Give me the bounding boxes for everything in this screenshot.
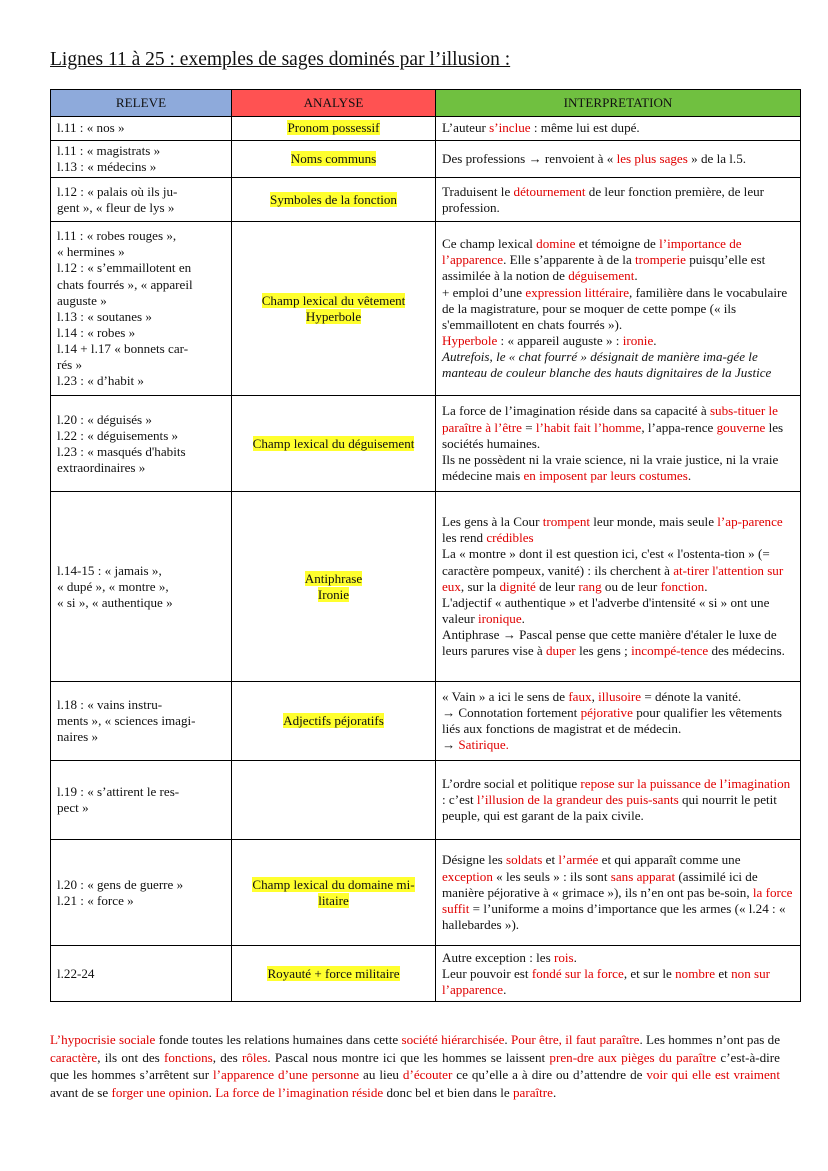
- text-run: .: [504, 1032, 511, 1047]
- text-run: les rend: [442, 530, 487, 546]
- interpretation-cell: [436, 396, 801, 492]
- highlighted-text: domine: [536, 236, 576, 252]
- table-row: [51, 117, 801, 141]
- releve-line: l.14 + l.17 « bonnets car-: [57, 340, 189, 356]
- text-run: Désigne les: [442, 852, 506, 868]
- highlighted-text: rois: [554, 949, 574, 965]
- highlighted-text: société hiérarchisée: [401, 1032, 505, 1047]
- table-row: [51, 178, 801, 222]
- interpretation-cell: [436, 946, 801, 1002]
- highlighted-text: duper: [545, 643, 576, 659]
- text-run: = dénote la vanité.: [641, 689, 742, 704]
- highlighted-text: faux: [568, 689, 592, 704]
- highlighted-text: La force de l’imagination réside: [215, 1084, 384, 1100]
- analyse-cell: [232, 222, 436, 396]
- releve-cell: [51, 222, 232, 396]
- highlighted-text: d’écouter: [402, 1067, 453, 1083]
- releve-line: l.14-15 : « jamais »,: [57, 562, 162, 578]
- highlighted-text: dignité: [499, 578, 536, 594]
- highlighted-text: l’importance de l’apparence: [442, 236, 742, 268]
- text-run: et qui apparaît comme une: [598, 852, 741, 868]
- table-row: [51, 682, 801, 761]
- highlighted-text: l’illusion de la grandeur des puis-sants: [476, 792, 679, 808]
- text-run: →: [442, 737, 459, 753]
- highlighted-text: gouverne: [716, 419, 766, 435]
- text-run: , des: [212, 1049, 242, 1065]
- highlighted-text: crédibles: [486, 530, 534, 546]
- text-run: . Les hommes n’ont pas de: [639, 1032, 781, 1047]
- analyse-cell: [232, 492, 436, 682]
- releve-line: l.13 : « soutanes »: [57, 308, 152, 324]
- text-run: =: [521, 419, 536, 435]
- highlighted-text: fonction: [660, 578, 705, 594]
- text-run: des médecins.: [708, 643, 785, 659]
- analyse-cell: [232, 682, 436, 761]
- releve-cell: [51, 761, 232, 840]
- releve-line: l.23 : « masqués d'habits: [57, 443, 186, 459]
- highlighted-text: nombre: [675, 965, 716, 981]
- releve-line: l.11 : « nos »: [57, 120, 125, 136]
- conclusion-paragraph: [50, 1031, 780, 1101]
- releve-line: l.12 : « palais où ils ju-: [57, 183, 178, 199]
- text-run: , sur la: [460, 578, 500, 594]
- highlighted-text: L’hypocrisie sociale: [50, 1032, 156, 1047]
- highlighted-text: la force suffit: [442, 884, 793, 916]
- releve-line: l.20 : « gens de guerre »: [57, 876, 184, 892]
- table-row: [51, 222, 801, 396]
- releve-line: l.21 : « force »: [57, 892, 134, 908]
- highlighted-text: subs-tituer le paraître à l’être: [442, 403, 778, 435]
- analyse-cell: [232, 761, 436, 840]
- interpretation-cell: [436, 117, 801, 141]
- highlighted-text: péjorative: [580, 705, 633, 721]
- analyse-label: Symboles de la fonction: [270, 191, 397, 207]
- text-run: les sociétés humaines.: [442, 419, 784, 451]
- releve-line: ments », « sciences imagi-: [57, 713, 196, 729]
- highlighted-text: sans apparat: [610, 868, 676, 884]
- releve-line: rés »: [57, 356, 83, 372]
- analyse-cell: [232, 141, 436, 178]
- releve-line: l.22-24: [57, 965, 95, 981]
- text-run: de leur fonction première, de leur profession.: [442, 183, 765, 215]
- releve-cell: [51, 141, 232, 178]
- text-run: avant de se: [50, 1084, 112, 1100]
- interpretation-cell: [436, 141, 801, 178]
- table-row: [51, 840, 801, 946]
- text-run: = l’uniforme a moins d’importance que les armes (« l.24 : « hallebardes »).: [442, 900, 786, 932]
- table-row: [51, 761, 801, 840]
- highlighted-text: l’ap-parence: [717, 514, 783, 530]
- text-run: ce qu’elle a à dire ou d’attendre de: [452, 1067, 647, 1083]
- header-analyse: ANALYSE: [232, 90, 436, 117]
- analyse-label: Champ lexical du vêtement: [261, 292, 406, 308]
- releve-line: chats fourrés », « appareil: [57, 276, 193, 292]
- text-run: (assimilé ici de manière péjorative à « grimace »), ils n’en ont pas be-soin,: [442, 868, 758, 900]
- text-run: « Vain » a ici le sens de: [442, 689, 569, 704]
- analyse-label: Royauté + force militaire: [267, 965, 400, 981]
- text-run: c’est-à-dire que les hommes s’arrêtent sur: [50, 1049, 780, 1083]
- releve-cell: [51, 117, 232, 141]
- releve-line: l.13 : « médecins »: [57, 159, 157, 175]
- releve-line: gent », « fleur de lys »: [57, 199, 175, 215]
- text-run: La « montre » dont il est question ici, c'est « l'ostenta-tion » (= caractère pompeux, vanité) : ils cherchent à: [442, 546, 770, 578]
- analyse-cell: [232, 178, 436, 222]
- releve-line: « hermines »: [57, 244, 125, 260]
- analyse-cell: [232, 117, 436, 141]
- text-run: . Pascal nous montre ici que les hommes se laissent: [267, 1049, 550, 1065]
- releve-line: l.20 : « déguisés »: [57, 411, 152, 427]
- releve-line: « dupé », « montre »,: [57, 578, 169, 594]
- releve-line: l.11 : « robes rouges »,: [57, 228, 177, 244]
- analyse-cell: [232, 946, 436, 1002]
- text-run: au lieu: [359, 1067, 403, 1083]
- text-run: : « appareil auguste » :: [497, 332, 623, 348]
- releve-line: extraordinaires »: [57, 459, 146, 475]
- highlighted-text: l’habit fait l’homme: [535, 419, 642, 435]
- text-run: les gens ;: [575, 643, 632, 659]
- highlighted-text: les plus sages: [616, 151, 688, 167]
- highlighted-text: fonctions: [164, 1049, 213, 1065]
- text-run: : c’est: [442, 792, 477, 808]
- highlighted-text: déguisement: [568, 268, 635, 284]
- highlighted-text: caractère: [50, 1049, 98, 1065]
- text-run: .: [704, 578, 708, 594]
- text-run: + emploi d’une: [442, 284, 526, 300]
- highlighted-text: Satirique.: [458, 737, 509, 753]
- highlighted-text: forger une opinion: [111, 1084, 209, 1100]
- analyse-label: Antiphrase: [304, 570, 363, 586]
- text-run: Leur pouvoir est: [442, 965, 532, 981]
- releve-line: l.12 : « s’emmaillotent en: [57, 260, 192, 276]
- text-run: puisqu’elle est assimilée à la notion de: [442, 252, 766, 284]
- releve-line: naires »: [57, 729, 99, 745]
- text-run: .: [634, 268, 638, 284]
- table-row: [51, 492, 801, 682]
- page-title: Lignes 11 à 25 : exemples de sages dominés par l’illusion :: [50, 49, 511, 70]
- highlighted-text: ironie: [622, 332, 654, 348]
- highlighted-text: Pour être, il faut paraître: [510, 1032, 640, 1047]
- table-row: [51, 946, 801, 1002]
- text-run: , et sur le: [623, 965, 676, 981]
- highlighted-text: rôles: [241, 1049, 268, 1065]
- highlighted-text: l’apparence d’une personne: [213, 1067, 360, 1083]
- highlighted-text: illusoire: [598, 689, 642, 704]
- highlighted-text: paraître: [513, 1084, 553, 1100]
- analyse-label: Pronom possessif: [287, 120, 380, 136]
- text-run: .: [521, 610, 525, 626]
- text-run: . Elle s’apparente à de la: [503, 252, 636, 268]
- analyse-label: Champ lexical du domaine mi-: [252, 876, 415, 892]
- header-interpretation: INTERPRETATION: [436, 90, 801, 117]
- highlighted-text: fondé sur la force: [531, 965, 624, 981]
- releve-cell: [51, 178, 232, 222]
- highlighted-text: tromperie: [635, 252, 686, 268]
- text-run: : même lui est dupé.: [530, 120, 640, 136]
- text-run: .: [573, 949, 577, 965]
- text-run: Des professions → renvoient à «: [442, 151, 617, 167]
- highlighted-text: exception: [442, 868, 493, 884]
- analyse-label: Noms communs: [290, 151, 377, 167]
- highlighted-text: expression littéraire: [525, 284, 630, 300]
- highlighted-text: Hyperbole: [442, 332, 498, 348]
- text-run: ou de leur: [601, 578, 661, 594]
- releve-cell: [51, 946, 232, 1002]
- analysis-table: [50, 89, 801, 1002]
- text-run: pour qualifier les vêtements liés aux fonctions de magistrat et de médecin.: [442, 705, 782, 737]
- table-header-row: [51, 90, 801, 117]
- releve-line: l.11 : « magistrats »: [57, 143, 161, 158]
- interpretation-cell: [436, 222, 801, 396]
- highlighted-text: s’inclue: [489, 120, 531, 136]
- highlighted-text: l’armée: [558, 852, 599, 868]
- text-run: .: [552, 1084, 557, 1100]
- text-run: leur monde, mais seule: [590, 514, 718, 530]
- text-run: » de la l.5.: [687, 151, 747, 167]
- analyse-label: Adjectifs péjoratifs: [283, 713, 384, 729]
- highlighted-text: rang: [578, 578, 602, 594]
- highlighted-text: détournement: [513, 183, 586, 199]
- highlighted-text: pren-dre aux pièges du paraître: [549, 1049, 717, 1065]
- text-run: Ils ne possèdent ni la vraie science, ni la vraie justice, ni la vraie médecine mais: [442, 451, 779, 483]
- table-row: [51, 141, 801, 178]
- releve-cell: [51, 492, 232, 682]
- releve-line: l.22 : « déguisements »: [57, 427, 179, 443]
- analyse-label: Hyperbole: [305, 308, 362, 324]
- text-run: .: [503, 981, 507, 997]
- text-run: , ils ont des: [97, 1049, 165, 1065]
- highlighted-text: trompent: [542, 514, 591, 530]
- text-run: de leur: [535, 578, 579, 594]
- analyse-label: Ironie: [317, 586, 350, 602]
- releve-cell: [51, 840, 232, 946]
- text-run: et: [715, 965, 732, 981]
- highlighted-text: non sur l’apparence: [442, 965, 771, 997]
- text-run: Les gens à la Cour: [442, 514, 543, 530]
- highlighted-text: ironique: [478, 610, 522, 626]
- releve-line: l.23 : « d’habit »: [57, 373, 144, 389]
- table-row: [51, 396, 801, 492]
- text-run: .: [208, 1084, 216, 1100]
- highlighted-text: soldats: [506, 852, 543, 868]
- highlighted-text: voir qui elle est vraiment: [646, 1067, 780, 1083]
- releve-cell: [51, 682, 232, 761]
- interpretation-cell: [436, 178, 801, 222]
- text-run: , familière dans le vocabulaire de la magistrature, pour se moquer de cette pompe (« ils s'emmaillotent en chats fourrés »).: [442, 284, 788, 332]
- text-run: .: [653, 332, 657, 348]
- text-run: L’ordre social et politique: [442, 776, 581, 792]
- releve-line: pect »: [57, 800, 89, 816]
- text-run: et témoigne de: [575, 236, 660, 252]
- releve-line: l.14 : « robes »: [57, 324, 136, 340]
- text-run: , l’appa-rence: [641, 419, 717, 435]
- analyse-label: litaire: [318, 892, 349, 908]
- text-run: ,: [591, 689, 599, 704]
- text-run: et: [542, 852, 559, 868]
- releve-cell: [51, 396, 232, 492]
- highlighted-text: incompé-tence: [631, 643, 709, 659]
- text-run: Ce champ lexical: [442, 236, 537, 252]
- text-run: « les seuls » : ils sont: [492, 868, 611, 884]
- highlighted-text: en imposent par leurs costumes: [523, 467, 688, 483]
- text-run: Autre exception : les: [442, 949, 554, 965]
- interpretation-cell: [436, 761, 801, 840]
- releve-line: auguste »: [57, 292, 107, 308]
- text-run: L'adjectif « authentique » et l'adverbe d'intensité « si » ont une valeur: [442, 594, 770, 626]
- text-run: La force de l’imagination réside dans sa capacité à: [442, 403, 710, 419]
- header-releve: RELEVE: [51, 90, 232, 117]
- highlighted-text: at-tirer l'attention sur eux: [442, 562, 784, 594]
- analyse-label: Champ lexical du déguisement: [252, 435, 415, 451]
- interpretation-cell: [436, 492, 801, 682]
- text-run: .: [687, 467, 692, 483]
- interpretation-cell: [436, 840, 801, 946]
- releve-line: l.19 : « s’attirent le res-: [57, 784, 180, 800]
- text-run: → Connotation fortement: [442, 705, 581, 721]
- analyse-cell: [232, 396, 436, 492]
- highlighted-text: repose sur la puissance de l’imagination: [580, 776, 791, 792]
- text-run: Traduisent le: [442, 183, 514, 199]
- text-run: Antiphrase → Pascal pense que cette manière d'étaler le luxe de leurs parures vise à: [442, 626, 777, 659]
- releve-line: « si », « authentique »: [57, 594, 173, 610]
- text-run: donc bel et bien dans le: [383, 1084, 513, 1100]
- text-run: fonde toutes les relations humaines dans cette: [155, 1032, 402, 1047]
- table-body: [51, 117, 801, 1002]
- text-run: qui nourrit le petit peuple, qui est garant de la paix civile.: [442, 792, 777, 824]
- text-run: L’auteur: [442, 120, 490, 136]
- analyse-cell: [232, 840, 436, 946]
- italic-note: Autrefois, le « chat fourré » désignait de manière ima-gée le manteau de couleur blanche des hauts dignitaires de la Justice: [442, 348, 772, 381]
- releve-line: l.18 : « vains instru-: [57, 697, 163, 713]
- interpretation-cell: [436, 682, 801, 761]
